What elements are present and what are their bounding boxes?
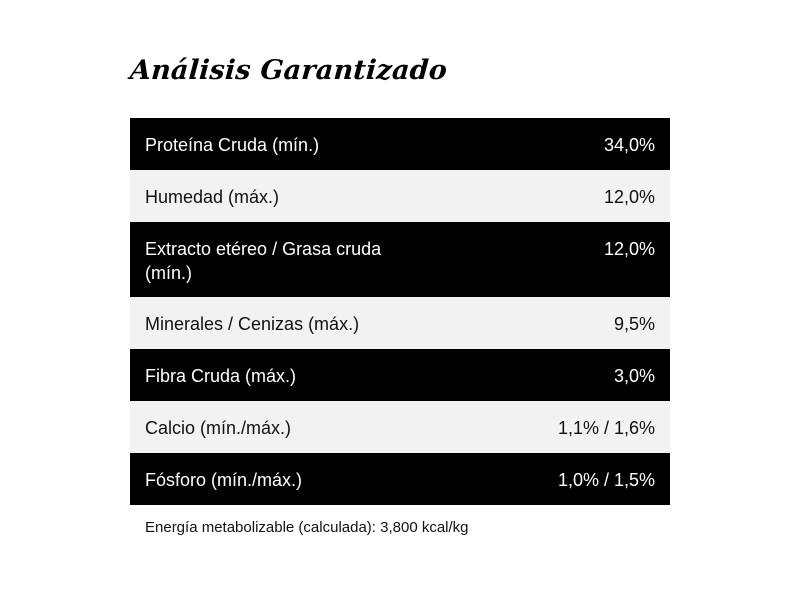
row-label: Humedad (máx.) — [145, 187, 280, 207]
table-row-fiber — [130, 349, 670, 401]
row-label: Proteína Cruda (mín.) — [145, 135, 320, 155]
row-label: Calcio (mín./máx.) — [145, 418, 292, 438]
table-row-phosphorus — [130, 453, 670, 505]
analysis-table — [130, 118, 670, 505]
row-value: 3,0% — [613, 366, 655, 386]
row-value: 1,0% / 1,5% — [557, 470, 655, 490]
row-label: Extracto etéreo / Grasa cruda (mín.) — [145, 239, 382, 283]
row-label: Minerales / Cenizas (máx.) — [145, 314, 360, 334]
row-value: 1,1% / 1,6% — [557, 418, 655, 438]
row-value: 12,0% — [603, 239, 655, 259]
energy-footnote: Energía metabolizable (calculada): 3,800 kcal/kg — [145, 519, 469, 536]
table-row-moisture — [130, 170, 670, 222]
row-value: 34,0% — [603, 135, 655, 155]
table-row-fat — [130, 222, 670, 297]
table-row-calcium — [130, 401, 670, 453]
table-row-protein — [130, 118, 670, 170]
table-row-minerals — [130, 297, 670, 349]
page-title: Análisis Garantizado — [128, 55, 449, 86]
row-value: 12,0% — [603, 187, 655, 207]
row-label: Fibra Cruda (máx.) — [145, 366, 297, 386]
row-label: Fósforo (mín./máx.) — [145, 470, 303, 490]
row-value: 9,5% — [613, 314, 655, 334]
